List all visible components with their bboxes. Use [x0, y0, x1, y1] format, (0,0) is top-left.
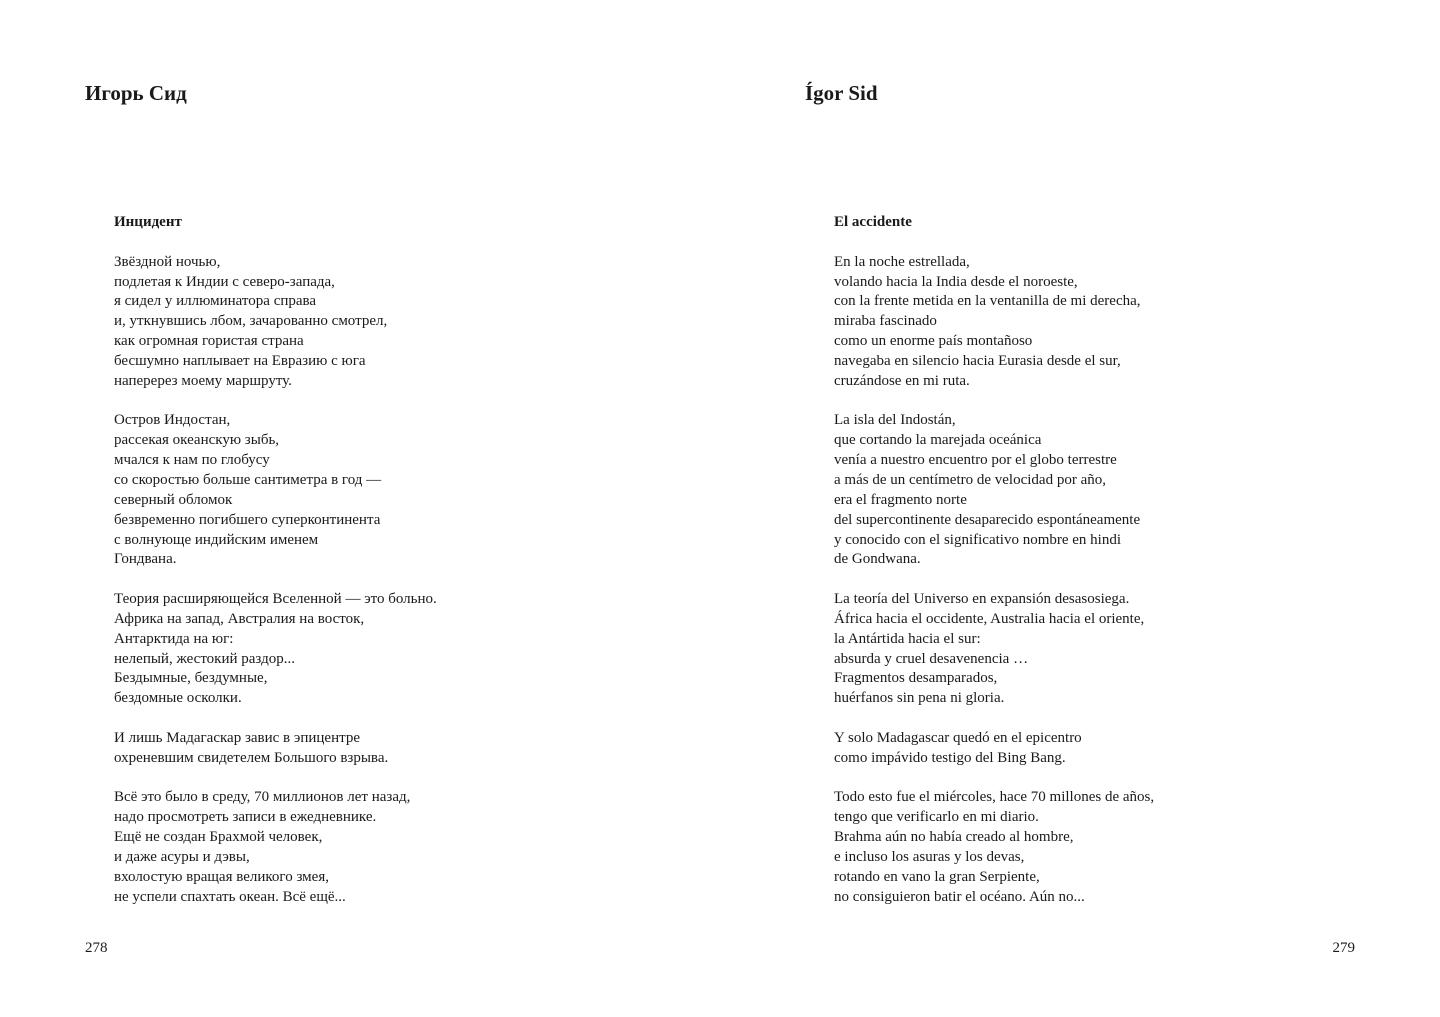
poem-line: Бездымные, бездумные, [114, 670, 268, 687]
poem-line: со скоростью больше сантиметра в год — [114, 471, 382, 488]
poem-line: volando hacia la India desde el noroeste, [834, 273, 1078, 290]
poem-line: Звёздной ночью, [114, 253, 221, 270]
poem-line: бесшумно наплывает на Евразию с юга [114, 352, 366, 369]
poem-line: como impávido testigo del Bing Bang. [834, 749, 1066, 766]
poem-line: нелепый, жестокий раздор... [114, 650, 295, 667]
poem-line: и даже асуры и дэвы, [114, 849, 250, 865]
poem-line: con la frente metida en la ventanilla de mi derecha, [834, 293, 1141, 310]
poem-line: La teoría del Universo en expansión desasosiega. [834, 591, 1130, 608]
poem-line: Y solo Madagascar quedó en el epicentro [834, 729, 1082, 746]
poem-line: e incluso los asuras y los devas, [834, 849, 1025, 865]
poem-line: наперерез моему маршруту. [114, 372, 292, 389]
poem-line: miraba fascinado [834, 313, 937, 330]
poem-line: бездомные осколки. [114, 690, 242, 707]
poem-line: Ещё не создан Брахмой человек, [114, 829, 323, 846]
poem-line: del supercontinente desaparecido espontáneamente [834, 511, 1141, 528]
poem-line: Африка на запад, Австралия на восток, [114, 610, 365, 627]
stanza [114, 788, 694, 907]
poem-line: охреневшим свидетелем Большого взрыва. [114, 749, 389, 766]
poem-line: с волнующе индийским именем [114, 531, 319, 548]
stanza [834, 590, 1414, 709]
poem-line: de Gondwana. [834, 551, 921, 568]
stanza [114, 411, 694, 570]
stanza [834, 411, 1414, 570]
poem-line: мчался к нам по глобусу [114, 452, 270, 469]
author-name: Ígor Sid [805, 81, 878, 105]
poem-line: venía a nuestro encuentro por el globo terrestre [834, 452, 1117, 469]
poem-line: Антарктида на юг: [114, 630, 234, 647]
poem-line: como un enorme país montañoso [834, 333, 1033, 350]
poem-line: la Antártida hacia el sur: [834, 630, 981, 647]
poem-line: absurda y cruel desavenencia … [834, 650, 1029, 667]
stanza [114, 253, 694, 392]
poem-line: подлетая к Индии с северо-запада, [114, 273, 335, 290]
poem [114, 213, 694, 927]
stanza [114, 729, 694, 769]
poem-line: И лишь Мадагаскар завис в эпицентре [114, 729, 360, 746]
poem-line: вхолостую вращая великого змея, [114, 868, 329, 885]
poem-line: Fragmentos desamparados, [834, 670, 998, 687]
page-number: 278 [85, 940, 108, 956]
poem-line: Остров Индостан, [114, 412, 231, 429]
poem-line: huérfanos sin pena ni gloria. [834, 690, 1005, 707]
author-name: Игорь Сид [85, 81, 187, 105]
poem-line: y conocido con el significativo nombre en hindi [834, 531, 1122, 548]
poem-line: a más de un centímetro de velocidad por año, [834, 471, 1106, 488]
poem-line: не успели спахтать океан. Всё ещё... [114, 888, 346, 905]
poem-line: navegaba en silencio hacia Eurasia desde el sur, [834, 352, 1121, 369]
poem-line: cruzándose en mi ruta. [834, 372, 970, 389]
poem-line: Brahma aún no había creado al hombre, [834, 829, 1074, 846]
poem-line: я сидел у иллюминатора справа [114, 293, 317, 310]
poem-line: и, уткнувшись лбом, зачарованно смотрел, [114, 313, 388, 330]
poem [834, 213, 1414, 927]
poem-line: Todo esto fue el miércoles, hace 70 millones de años, [834, 789, 1155, 806]
stanza [834, 729, 1414, 769]
poem-line: Теория расширяющейся Вселенной — это больно. [114, 591, 437, 608]
poem-title: Инцидент [114, 214, 182, 230]
right-page [720, 0, 1440, 1017]
poem-line: северный обломок [114, 491, 233, 508]
poem-line: La isla del Indostán, [834, 412, 956, 429]
poem-line: África hacia el occidente, Australia hacia el oriente, [834, 610, 1145, 627]
poem-line: Гондвана. [114, 551, 177, 568]
poem-line: que cortando la marejada oceánica [834, 432, 1042, 449]
poem-line: era el fragmento norte [834, 491, 967, 508]
stanza [114, 590, 694, 709]
poem-title: El accidente [834, 214, 912, 230]
poem-line: рассекая океанскую зыбь, [114, 432, 280, 449]
poem-line: no consiguieron batir el océano. Aún no... [834, 888, 1085, 905]
poem-line: En la noche estrellada, [834, 253, 970, 270]
poem-line: Всё это было в среду, 70 миллионов лет назад, [114, 789, 411, 806]
poem-line: как огромная гористая страна [114, 333, 304, 350]
poem-line: надо просмотреть записи в ежедневнике. [114, 809, 377, 826]
stanza [834, 253, 1414, 392]
page-number: 279 [1332, 940, 1355, 956]
poem-line: безвременно погибшего суперконтинента [114, 511, 381, 528]
poem-line: tengo que verificarlo en mi diario. [834, 809, 1039, 826]
poem-line: rotando en vano la gran Serpiente, [834, 868, 1040, 885]
stanza [834, 788, 1414, 907]
